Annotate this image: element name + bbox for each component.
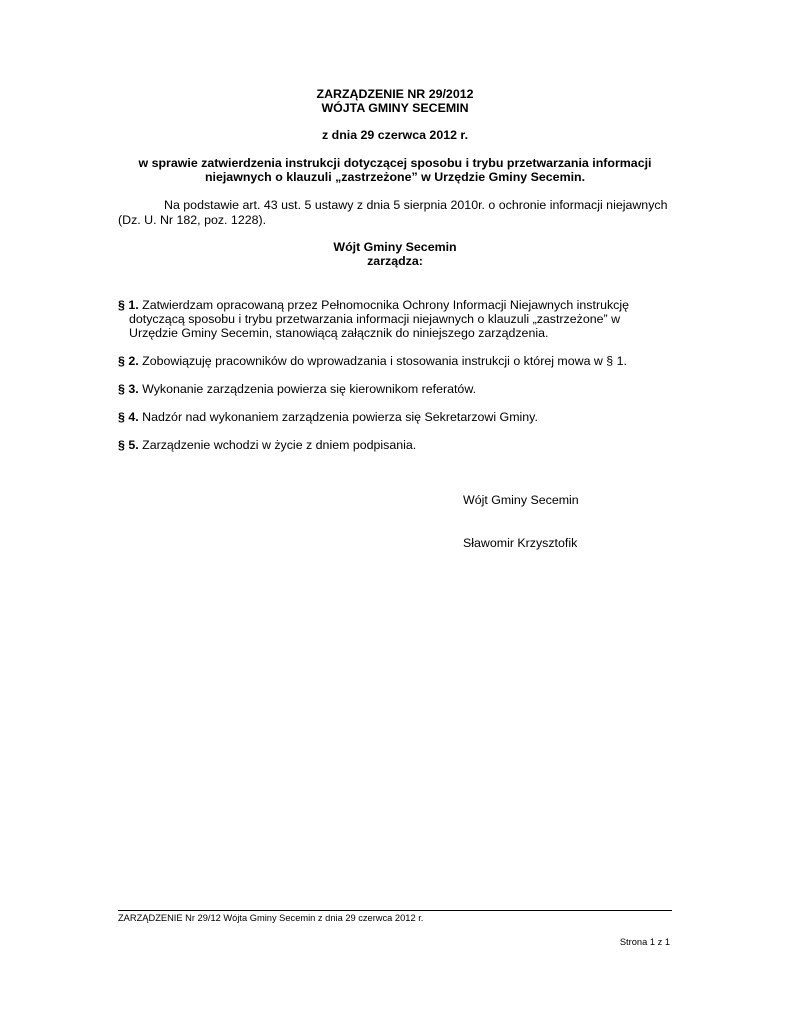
paragraph-number: § 3. [118,382,139,396]
legal-basis [118,198,678,227]
subject-line-2: niejawnych o klauzuli „zastrzeżone” w Urzędzie Gminy Secemin. [204,170,586,184]
document-date [118,128,672,142]
enactment-line-2: zarządza: [367,254,423,268]
footer-text: ZARZĄDZENIE Nr 29/12 Wójta Gminy Secemin z dnia 29 czerwca 2012 r. [118,913,424,923]
paragraph-number: § 1. [118,298,139,312]
paragraph-5 [118,438,678,452]
paragraph-number: § 2. [118,354,139,368]
page-number: Strona 1 z 1 [619,937,670,947]
paragraph-1 [118,298,678,340]
title-line-1: ZARZĄDZENIE NR 29/2012 [316,87,474,101]
subject-line-1: w sprawie zatwierdzenia instrukcji dotyczącej sposobu i trybu przetwarzania informacji [138,156,652,170]
document-title [118,87,672,115]
enactment-clause [118,240,672,268]
paragraph-number: § 5. [118,438,139,452]
paragraph-4 [118,410,678,424]
enactment-line-1: Wójt Gminy Secemin [333,240,457,254]
paragraph-line-2: dotyczącą sposobu i trybu przetwarzania informacji niejawnych o klauzuli „zastrzeżone” w [129,312,621,326]
paragraph-2 [118,354,678,368]
paragraph-text: Zobowiązuję pracowników do wprowadzania i stosowania instrukcji o której mowa w § 1. [142,354,627,368]
paragraph-3 [118,382,678,396]
basis-line-2: (Dz. U. Nr 182, poz. 1228). [118,212,267,227]
basis-line-1: Na podstawie art. 43 ust. 5 ustawy z dnia 5 sierpnia 2010r. o ochronie informacji niejawnych [164,198,668,212]
paragraph-number: § 4. [118,410,139,424]
footer-divider [118,910,672,911]
signature-name: Sławomir Krzysztofik [463,536,578,550]
paragraph-text: Zarządzenie wchodzi w życie z dniem podpisania. [142,438,417,452]
date-line: z dnia 29 czerwca 2012 r. [321,128,469,142]
title-line-2: WÓJTA GMINY SECEMIN [321,101,469,115]
paragraph-line-3: Urzędzie Gminy Secemin, stanowiącą załącznik do niniejszego zarządzenia. [129,326,549,340]
signature-office: Wójt Gminy Secemin [463,493,579,507]
paragraph-line-1: Zatwierdzam opracowaną przez Pełnomocnika Ochrony Informacji Niejawnych instrukcję [142,298,630,312]
paragraph-text: Nadzór nad wykonaniem zarządzenia powierza się Sekretarzowi Gminy. [142,410,538,424]
paragraph-text: Wykonanie zarządzenia powierza się kierownikom referatów. [142,382,477,396]
document-subject [118,156,672,184]
